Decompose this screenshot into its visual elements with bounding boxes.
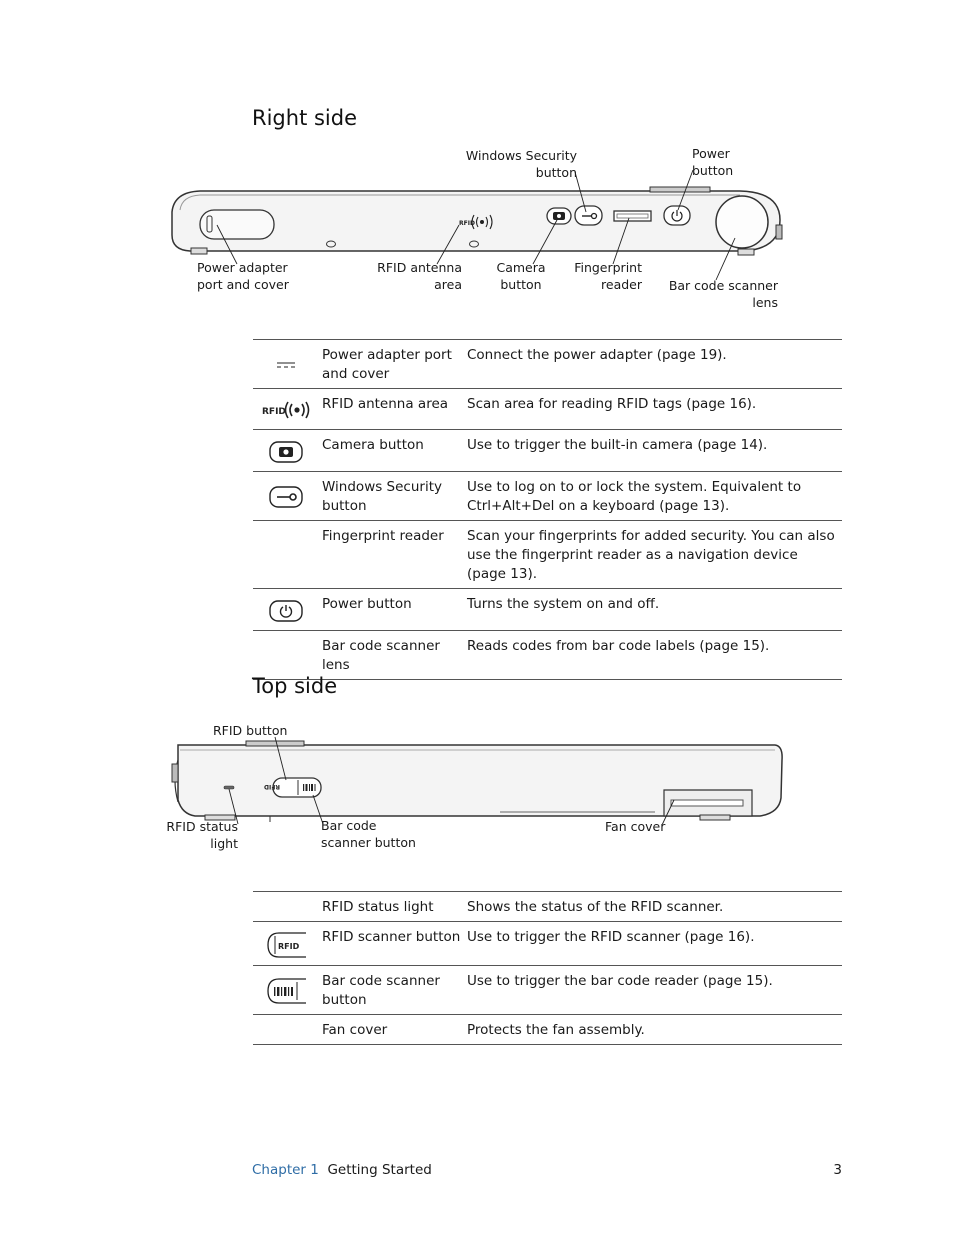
svg-text:RFID: RFID bbox=[277, 941, 299, 951]
footer-chapter: Chapter 1 bbox=[252, 1162, 319, 1178]
rfid-marking: RFID bbox=[459, 220, 475, 227]
item-description: Use to log on to or lock the system. Equivalent to Ctrl+Alt+Del on a keyboard (page 13). bbox=[467, 472, 842, 521]
item-name: Bar code scanner lens bbox=[322, 631, 467, 680]
table-row bbox=[253, 966, 842, 1015]
item-description: Scan area for reading RFID tags (page 16). bbox=[467, 389, 842, 430]
callout-windows-security: Windows Security button bbox=[465, 148, 577, 180]
table-row bbox=[253, 389, 842, 430]
table-row bbox=[253, 521, 842, 589]
top-side-diagram bbox=[0, 720, 954, 850]
top-side-table bbox=[253, 891, 842, 1045]
table-row bbox=[253, 430, 842, 472]
table-row bbox=[253, 892, 842, 922]
callout-rfid-button: RFID button bbox=[213, 723, 288, 738]
callout-power-adapter: Power adapter port and cover bbox=[197, 260, 289, 292]
item-name: RFID scanner button bbox=[322, 922, 467, 966]
table-row bbox=[253, 922, 842, 966]
table-row bbox=[253, 340, 842, 389]
item-description: Use to trigger the RFID scanner (page 16). bbox=[467, 922, 842, 966]
callout-fingerprint-reader: Fingerprint reader bbox=[574, 260, 642, 292]
power-adapter-icon bbox=[276, 357, 296, 373]
barcode-button-icon bbox=[265, 983, 307, 999]
callout-fan-cover: Fan cover bbox=[605, 819, 666, 834]
callout-rfid-antenna: RFID antenna area bbox=[377, 260, 462, 292]
item-name: Fan cover bbox=[322, 1015, 467, 1045]
table-row bbox=[253, 472, 842, 521]
item-description: Use to trigger the bar code reader (page 15). bbox=[467, 966, 842, 1015]
key-icon bbox=[269, 489, 303, 505]
callout-power-button: Power button bbox=[692, 146, 734, 178]
rfid-button-icon bbox=[265, 937, 307, 953]
table-row bbox=[253, 631, 842, 680]
rfid-antenna-icon bbox=[261, 402, 311, 418]
item-name: Bar code scanner button bbox=[322, 966, 467, 1015]
item-description: Turns the system on and off. bbox=[467, 589, 842, 631]
rfid-marking-top: RFID bbox=[264, 783, 280, 790]
svg-text:RFID: RFID bbox=[261, 407, 286, 417]
item-description: Scan your fingerprints for added security. You can also use the fingerprint reader as a navigation device (page 13). bbox=[467, 521, 842, 589]
table-row bbox=[253, 589, 842, 631]
item-description: Protects the fan assembly. bbox=[467, 1015, 842, 1045]
item-name: Power button bbox=[322, 589, 467, 631]
footer-title: Getting Started bbox=[327, 1162, 432, 1178]
power-icon bbox=[269, 603, 303, 619]
callout-barcode-button: Bar code scanner button bbox=[321, 818, 416, 850]
item-name: Power adapter port and cover bbox=[322, 340, 467, 389]
callout-barcode-lens: Bar code scanner lens bbox=[668, 278, 778, 310]
page-number: 3 bbox=[833, 1162, 842, 1178]
right-side-heading: Right side bbox=[252, 106, 357, 130]
top-side-heading: Top side bbox=[252, 674, 338, 698]
item-description: Use to trigger the built-in camera (page 14). bbox=[467, 430, 842, 472]
right-side-table bbox=[253, 339, 842, 680]
item-name: Camera button bbox=[322, 430, 467, 472]
item-name: Windows Security button bbox=[322, 472, 467, 521]
item-description: Connect the power adapter (page 19). bbox=[467, 340, 842, 389]
callout-camera-button: Camera button bbox=[496, 260, 546, 292]
page-footer bbox=[252, 1162, 842, 1178]
camera-icon bbox=[269, 444, 303, 460]
item-description: Shows the status of the RFID scanner. bbox=[467, 892, 842, 922]
table-row bbox=[253, 1015, 842, 1045]
item-description: Reads codes from bar code labels (page 15). bbox=[467, 631, 842, 680]
item-name: RFID status light bbox=[322, 892, 467, 922]
item-name: RFID antenna area bbox=[322, 389, 467, 430]
callout-rfid-status-light: RFID status light bbox=[166, 819, 238, 851]
item-name: Fingerprint reader bbox=[322, 521, 467, 589]
